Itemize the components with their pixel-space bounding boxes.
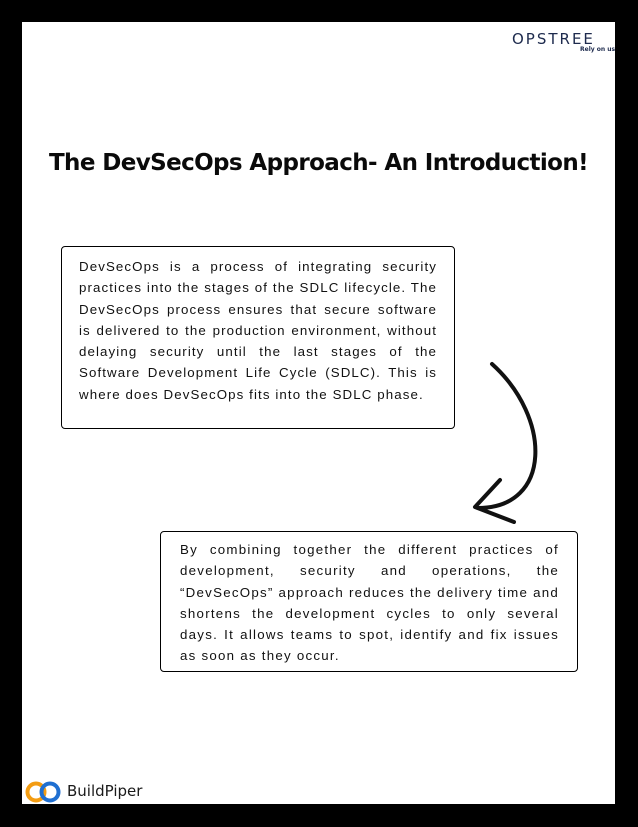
buildpiper-logo-icon: [24, 780, 64, 804]
opstree-tagline: Rely on us: [580, 46, 615, 53]
document-page: [22, 22, 615, 804]
intro-paragraph: DevSecOps is a process of integrating security practices into the stages of the SDLC lifecycle. The DevSecOps process ensures that secure software is delivered to the production environment, without delaying security until the last stages of the Software Development Life Cycle (SDLC). This is where does DevSecOps fits into the SDLC phase.: [79, 259, 437, 402]
buildpiper-logo: [24, 780, 164, 804]
buildpiper-logo-text: BuildPiper: [67, 782, 143, 800]
curved-arrow-icon: [442, 358, 562, 524]
opstree-logo: [512, 26, 615, 56]
page-title: The DevSecOps Approach- An Introduction!: [48, 150, 589, 176]
intro-text-box: [61, 246, 455, 429]
combining-practices-paragraph: By combining together the different practices of development, security and operations, the “DevSecOps” approach reduces the delivery time and shortens the development cycles to only several days. It allows teams to spot, identify and fix issues as soon as they occur.: [180, 542, 559, 664]
combining-practices-box: [160, 531, 578, 672]
opstree-logo-text: OPSTREE: [512, 30, 595, 48]
